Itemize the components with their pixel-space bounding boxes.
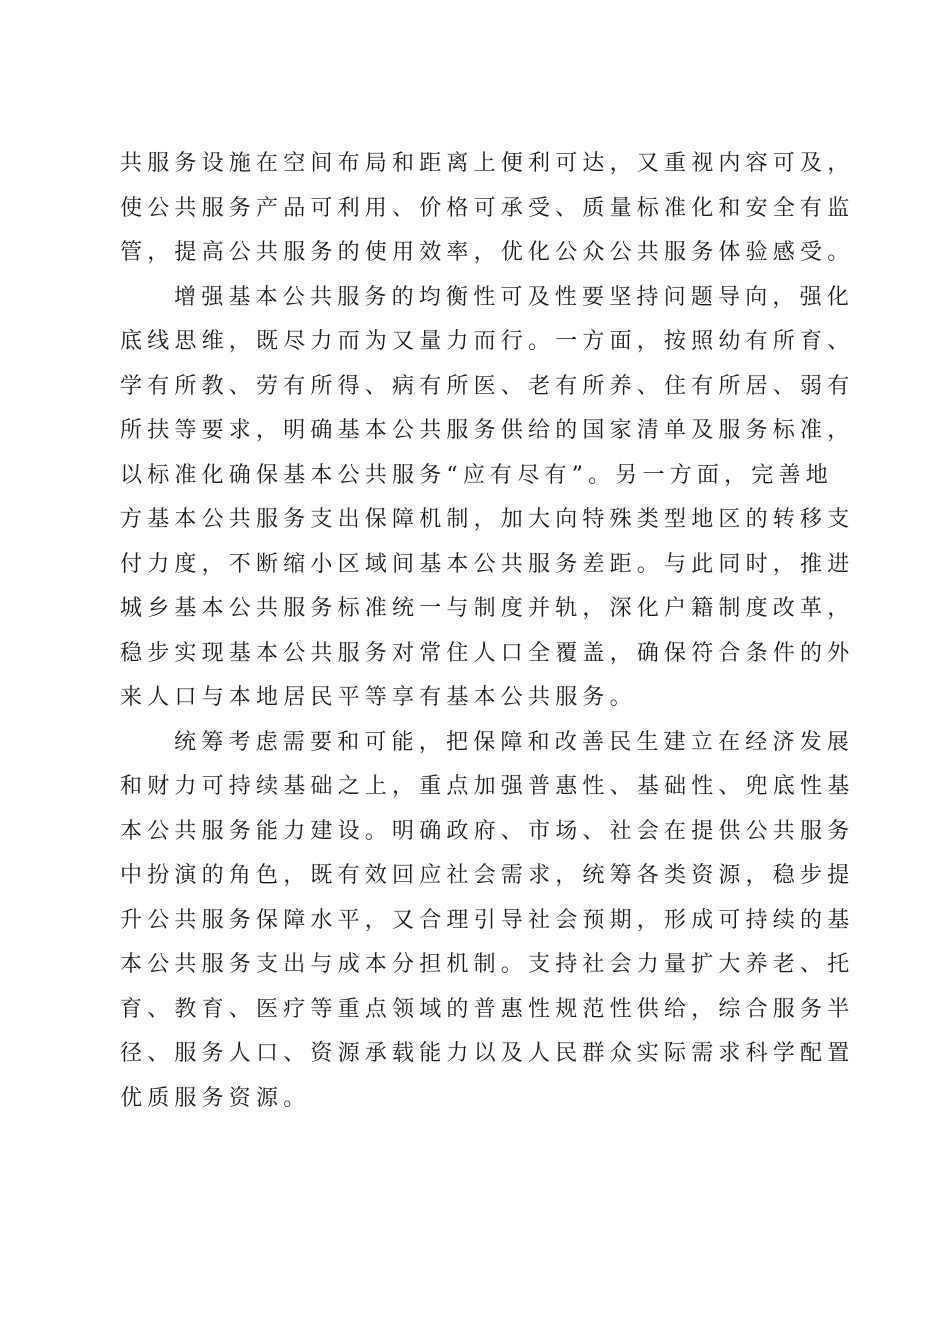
text-line: 城乡基本公共服务标准统一与制度并轨，深化户籍制度改革，: [120, 596, 855, 621]
text-line: 本公共服务能力建设。明确政府、市场、社会在提供公共服务: [120, 818, 855, 844]
text-line: 来人口与本地居民平等享有基本公共服务。: [120, 685, 637, 710]
text-line: 使公共服务产品可利用、价格可承受、质量标准化和安全有监: [120, 195, 855, 221]
text-line: 底线思维，既尽力而为又量力而行。一方面，按照幼有所育、: [120, 329, 855, 354]
text-line: 中扮演的角色，既有效回应社会需求，统筹各类资源，稳步提: [120, 863, 855, 888]
text-line: 优质服务资源。: [120, 1085, 311, 1111]
text-line: 方基本公共服务支出保障机制，加大向特殊类型地区的转移支: [120, 507, 855, 532]
paragraph: [120, 721, 855, 1122]
text-line: 学有所教、劳有所得、病有所医、老有所养、住有所居、弱有: [120, 373, 855, 399]
paragraph: [120, 276, 855, 721]
text-line: 共服务设施在空间布局和距离上便利可达，又重视内容可及，: [120, 151, 855, 176]
text-line: 径、服务人口、资源承载能力以及人民群众实际需求科学配置: [120, 1041, 855, 1066]
text-line: 增强基本公共服务的均衡性可及性要坚持问题导向，强化: [174, 284, 855, 310]
body-text: [120, 142, 855, 1121]
text-line: 本公共服务支出与成本分担机制。支持社会力量扩大养老、托: [120, 952, 855, 977]
text-line: 升公共服务保障水平，又合理引导社会预期，形成可持续的基: [120, 907, 855, 933]
text-line: 稳步实现基本公共服务对常住人口全覆盖，确保符合条件的外: [120, 640, 855, 666]
text-line: 育、教育、医疗等重点领域的普惠性规范性供给，综合服务半: [120, 996, 855, 1022]
text-line: 和财力可持续基础之上，重点加强普惠性、基础性、兜底性基: [120, 774, 855, 799]
text-line: 统筹考虑需要和可能，把保障和改善民生建立在经济发展: [174, 729, 855, 755]
text-line: 以标准化确保基本公共服务“应有尽有”。另一方面，完善地: [120, 462, 833, 488]
text-line: 所扶等要求，明确基本公共服务供给的国家清单及服务标准，: [120, 418, 855, 443]
text-line: 付力度，不断缩小区域间基本公共服务差距。与此同时，推进: [120, 551, 855, 577]
text-line: 管，提高公共服务的使用效率，优化公众公共服务体验感受。: [120, 240, 855, 265]
paragraph: [120, 142, 855, 276]
